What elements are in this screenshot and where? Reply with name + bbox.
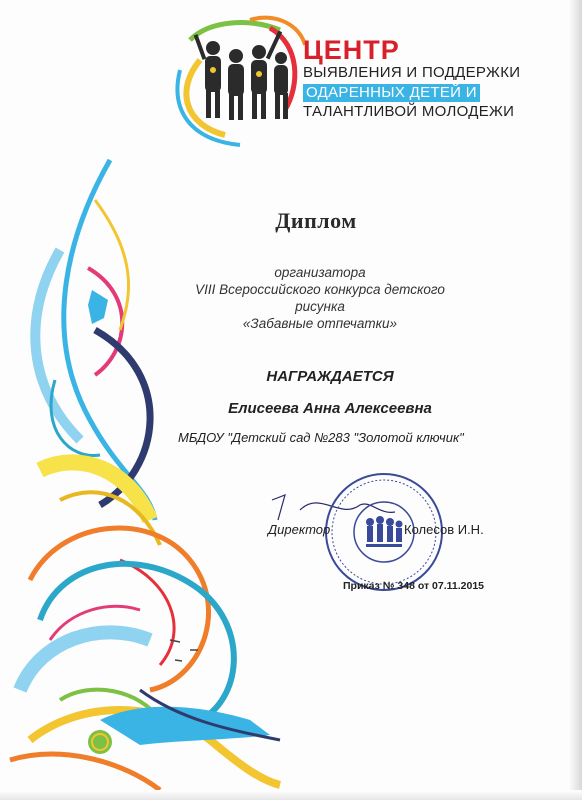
subtitle-block	[150, 264, 490, 332]
swirl-orange-big	[30, 528, 209, 690]
logo-line-3: ОДАРЕННЫХ ДЕТЕЙ И	[303, 84, 480, 102]
page-edge-shadow	[568, 0, 582, 800]
diploma-title: Диплом	[275, 208, 357, 233]
subtitle-line-3: рисунка	[295, 299, 345, 314]
logo-text	[303, 36, 520, 122]
swirl-lightblue-lower	[20, 632, 150, 690]
blue-wave-bottom	[100, 707, 270, 745]
order-reference: Приказ № 348 от 07.11.2015	[343, 580, 485, 592]
subtitle-line-4: «Забавные отпечатки»	[242, 316, 398, 331]
director-label: Директор	[268, 522, 331, 537]
logo-title: ЦЕНТР	[303, 35, 400, 65]
director-name: Колесов И.Н.	[404, 522, 484, 537]
blue-blob	[88, 290, 108, 324]
recipient-organization: МБДОУ "Детский сад №283 "Золотой ключик"	[178, 430, 464, 445]
logo-line-2: ВЫЯВЛЕНИЯ И ПОДДЕРЖКИ	[303, 64, 521, 81]
subtitle-line-1: организатора	[274, 265, 366, 280]
page-bottom-edge	[0, 790, 582, 800]
subtitle-line-2: VIII Всероссийского конкурса детского	[195, 282, 445, 297]
swirl-light-blue	[35, 250, 80, 440]
logo-line-4: ТАЛАНТЛИВОЙ МОЛОДЕЖИ	[303, 103, 515, 120]
swirl-red	[120, 560, 174, 665]
awarded-heading: НАГРАЖДАЕТСЯ	[266, 368, 394, 385]
logo-swirl-green	[190, 23, 280, 40]
recipient-name: Елисеева Анна Алексеевна	[228, 400, 432, 417]
logo-children-icon	[194, 31, 288, 120]
swirl-orange-bottom	[10, 754, 160, 790]
